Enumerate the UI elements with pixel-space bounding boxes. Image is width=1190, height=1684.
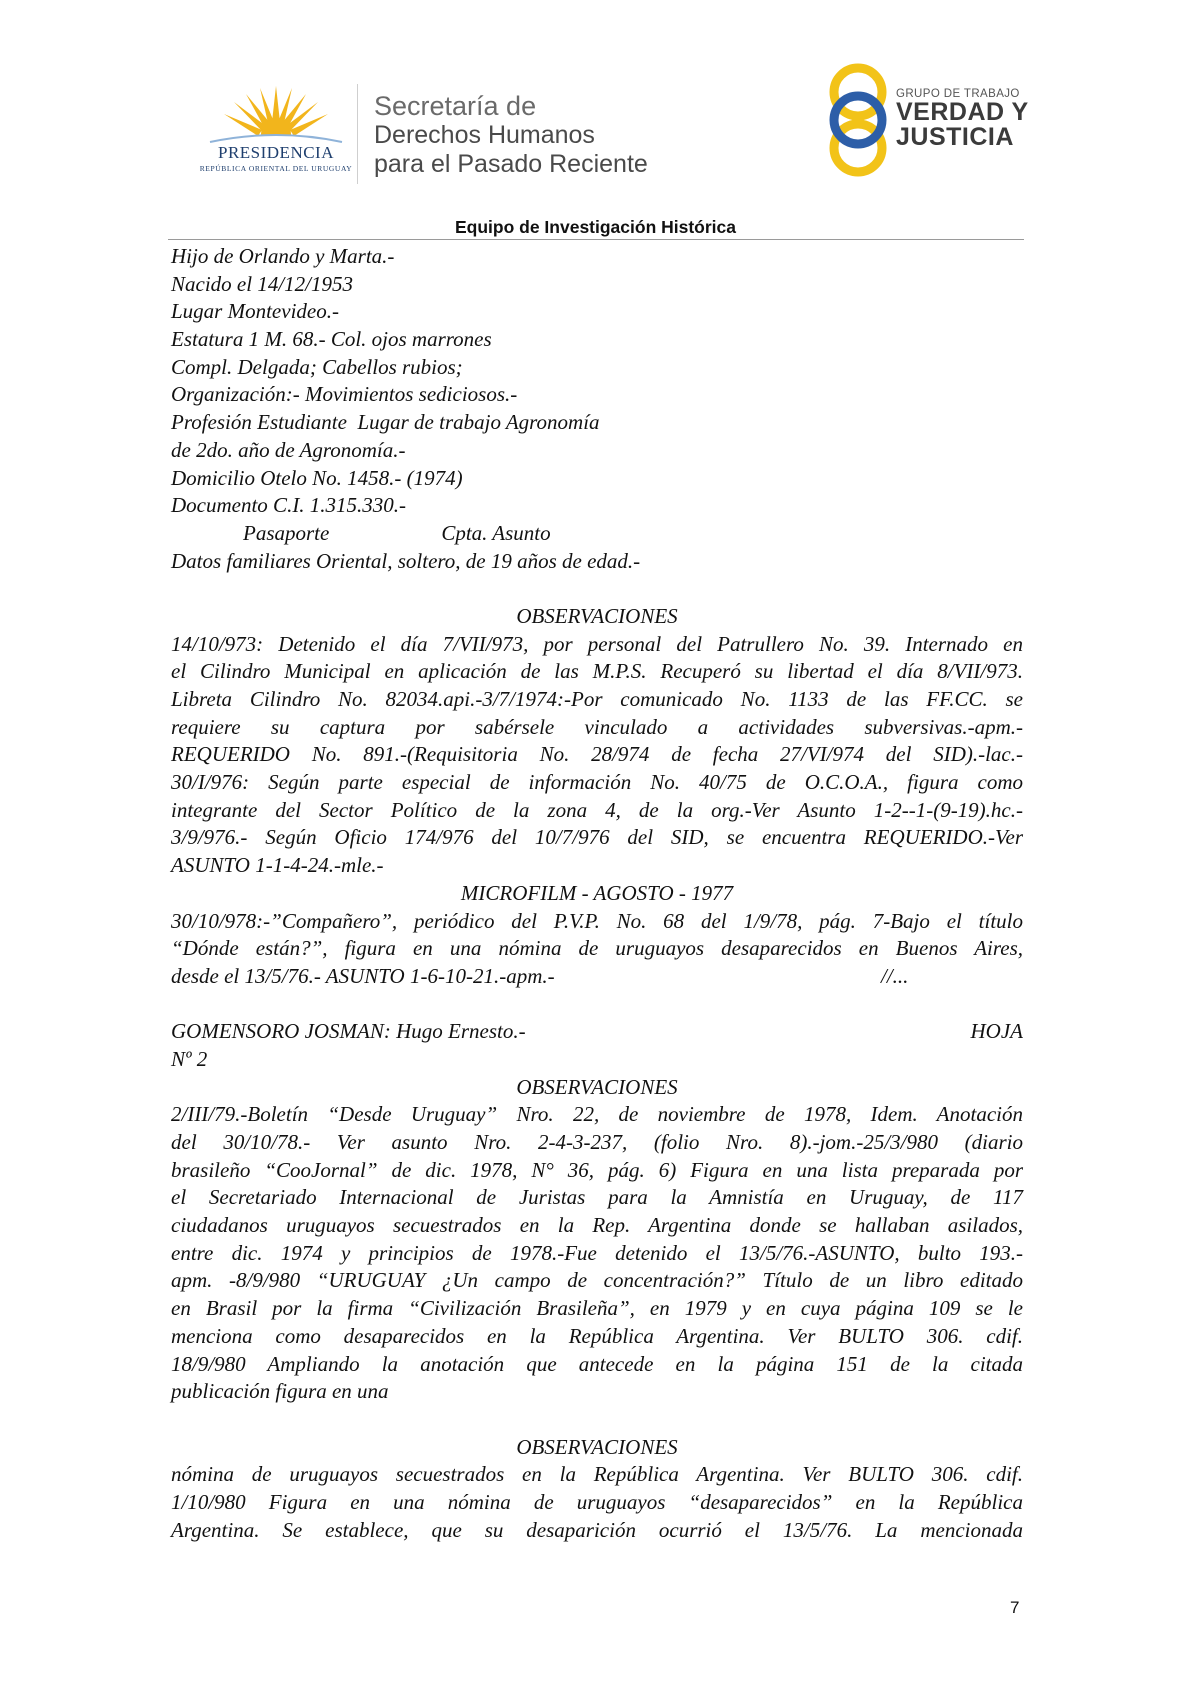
page-number: 7: [1010, 1598, 1020, 1617]
grupo-big-line-2: JUSTICIA: [896, 123, 1014, 151]
obs-line: 2/III/79.-Boletín “Desde Uruguay” Nro. 22, de noviembre de 1978, Idem. Anotación: [171, 1102, 1023, 1127]
obs-line: Libreta Cilindro No. 82034.api.-3/7/1974:-Por comunicado No. 1133 de las FF.CC. se: [171, 687, 1023, 711]
logo-divider: [357, 84, 358, 184]
obs-line: publicación figura en una: [171, 1379, 389, 1404]
data-line: Compl. Delgada; Cabellos rubios;: [171, 354, 463, 379]
sheet-number: Nº 2: [171, 1046, 208, 1071]
grupo-big-line-1: VERDAD Y: [896, 98, 1029, 126]
obs-line: entre dic. 1974 y principios de 1978.-Fue detenido el 13/5/76.-ASUNTO, bulto 193.-: [171, 1240, 1023, 1265]
data-line: Profesión Estudiante Lugar de trabajo Agronomía: [171, 410, 600, 435]
data-line: Estatura 1 M. 68.- Col. ojos marrones: [171, 327, 492, 352]
obs-line: 3/9/976.- Según Oficio 174/976 del 10/7/976 del SID, se encuentra REQUERIDO.-Ver: [171, 825, 1023, 850]
obs-line: del 30/10/78.- Ver asunto Nro. 2-4-3-237, (folio Nro. 8).-jom.-25/3/980 (diario: [171, 1130, 1023, 1154]
presidencia-sun-logo: [196, 78, 356, 178]
micro-line: 30/10/978:-”Compañero”, periódico del P.V.P. No. 68 del 1/9/78, pág. 7-Bajo el título: [171, 908, 1023, 933]
obs-line: Argentina. Se establece, que su desaparición ocurrió el 13/5/76. La mencionada: [171, 1517, 1023, 1542]
obs-line: 18/9/980 Ampliando la anotación que antecede en la página 151 de la citada: [171, 1351, 1023, 1376]
obs-line: brasileño “CooJornal” de dic. 1978, N° 36, pág. 6) Figura en una lista preparada por: [171, 1157, 1023, 1182]
spacer: [171, 1406, 1023, 1434]
data-line: Domicilio Otelo No. 1458.- (1974): [171, 465, 463, 490]
presidencia-name: PRESIDENCIA: [217, 143, 334, 162]
spacer: [171, 991, 1023, 1019]
data-line: Nacido el 14/12/1953: [171, 271, 353, 296]
cpta-label: Cpta. Asunto: [441, 520, 551, 545]
obs-line: ASUNTO 1-1-4-24.-mle.-: [171, 853, 384, 878]
observaciones-heading: OBSERVACIONES: [516, 1434, 678, 1459]
team-title: Equipo de Investigación Histórica: [454, 217, 737, 237]
obs-line: REQUERIDO No. 891.-(Requisitoria No. 28/974 de fecha 27/VI/974 del SID).-lac.-: [171, 742, 1023, 767]
verdad-justicia-rings-logo: [816, 56, 906, 184]
obs-line: ciudadanos uruguayos secuestrados en la Rep. Argentina donde se hallaban asilados,: [171, 1213, 1023, 1238]
obs-line: integrante del Sector Político de la zona 4, de la org.-Ver Asunto 1-2--1-(9-19).hc.-: [171, 797, 1023, 822]
secretaria-title: [374, 92, 648, 179]
presidencia-subtitle: REPÚBLICA ORIENTAL DEL URUGUAY: [199, 164, 353, 173]
obs-line: en Brasil por la firma “Civilización Brasileña”, en 1979 y en cuya página 109 se le: [171, 1296, 1023, 1321]
obs-line: nómina de uruguayos secuestrados en la República Argentina. Ver BULTO 306. cdif.: [171, 1462, 1023, 1487]
passport-label: Pasaporte: [243, 520, 330, 545]
observaciones-heading: OBSERVACIONES: [516, 603, 678, 628]
data-line: Organización:- Movimientos sediciosos.-: [171, 382, 518, 407]
sheet-name: GOMENSORO JOSMAN: Hugo Ernesto.-: [171, 1019, 526, 1044]
obs-line: requiere su captura por sabérsele vinculado a actividades subversivas.-apm.-: [171, 714, 1023, 739]
grupo-small-label: GRUPO DE TRABAJO: [896, 88, 1020, 100]
micro-last: desde el 13/5/76.- ASUNTO 1-6-10-21.-apm.-: [171, 963, 555, 988]
obs-line: 1/10/980 Figura en una nómina de uruguayos “desaparecidos” en la República: [171, 1489, 1023, 1514]
micro-last-line: [171, 963, 1023, 991]
data-line: de 2do. año de Agronomía.-: [171, 437, 406, 462]
secretaria-line-1: Secretaría de: [374, 91, 537, 121]
microfilm-heading: MICROFILM - AGOSTO - 1977: [460, 880, 734, 905]
secretaria-line-2: Derechos Humanos: [374, 121, 595, 149]
obs-line: 30/I/976: Según parte especial de información No. 40/75 de O.C.O.A., figura como: [171, 770, 1023, 795]
spacer: [171, 575, 1023, 603]
document-body: [171, 243, 1023, 1544]
sheet-label: HOJA: [970, 1019, 1023, 1044]
page-header: [0, 0, 1190, 230]
header-rule: [168, 239, 1024, 240]
obs-line: 14/10/973: Detenido el día 7/VII/973, por personal del Patrullero No. 39. Internado en: [171, 631, 1023, 656]
data-line: Documento C.I. 1.315.330.-: [171, 493, 407, 518]
obs-line: el Secretariado Internacional de Juristas para la Amnistía en Uruguay, de 117: [171, 1185, 1023, 1210]
secretaria-line-3: para el Pasado Reciente: [374, 150, 648, 178]
data-line: Hijo de Orlando y Marta.-: [171, 244, 395, 268]
family-data: Datos familiares Oriental, soltero, de 19 años de edad.-: [171, 548, 641, 573]
passport-line: [171, 520, 1023, 548]
obs-line: el Cilindro Municipal en aplicación de las M.P.S. Recuperó su libertad el día 8/VII/973.: [171, 659, 1023, 684]
sheet-header: [171, 1018, 1023, 1046]
data-line: Lugar Montevideo.-: [171, 299, 339, 324]
continuation-mark: //...: [881, 963, 909, 988]
obs-line: menciona como desaparecidos en la República Argentina. Ver BULTO 306. cdif.: [171, 1323, 1023, 1348]
observaciones-heading: OBSERVACIONES: [516, 1074, 678, 1099]
grupo-trabajo-label: [896, 88, 1029, 150]
obs-line: apm. -8/9/980 “URUGUAY ¿Un campo de concentración?” Título de un libro editado: [171, 1268, 1023, 1293]
micro-line: “Dónde están?”, figura en una nómina de uruguayos desaparecidos en Buenos Aires,: [171, 936, 1023, 961]
